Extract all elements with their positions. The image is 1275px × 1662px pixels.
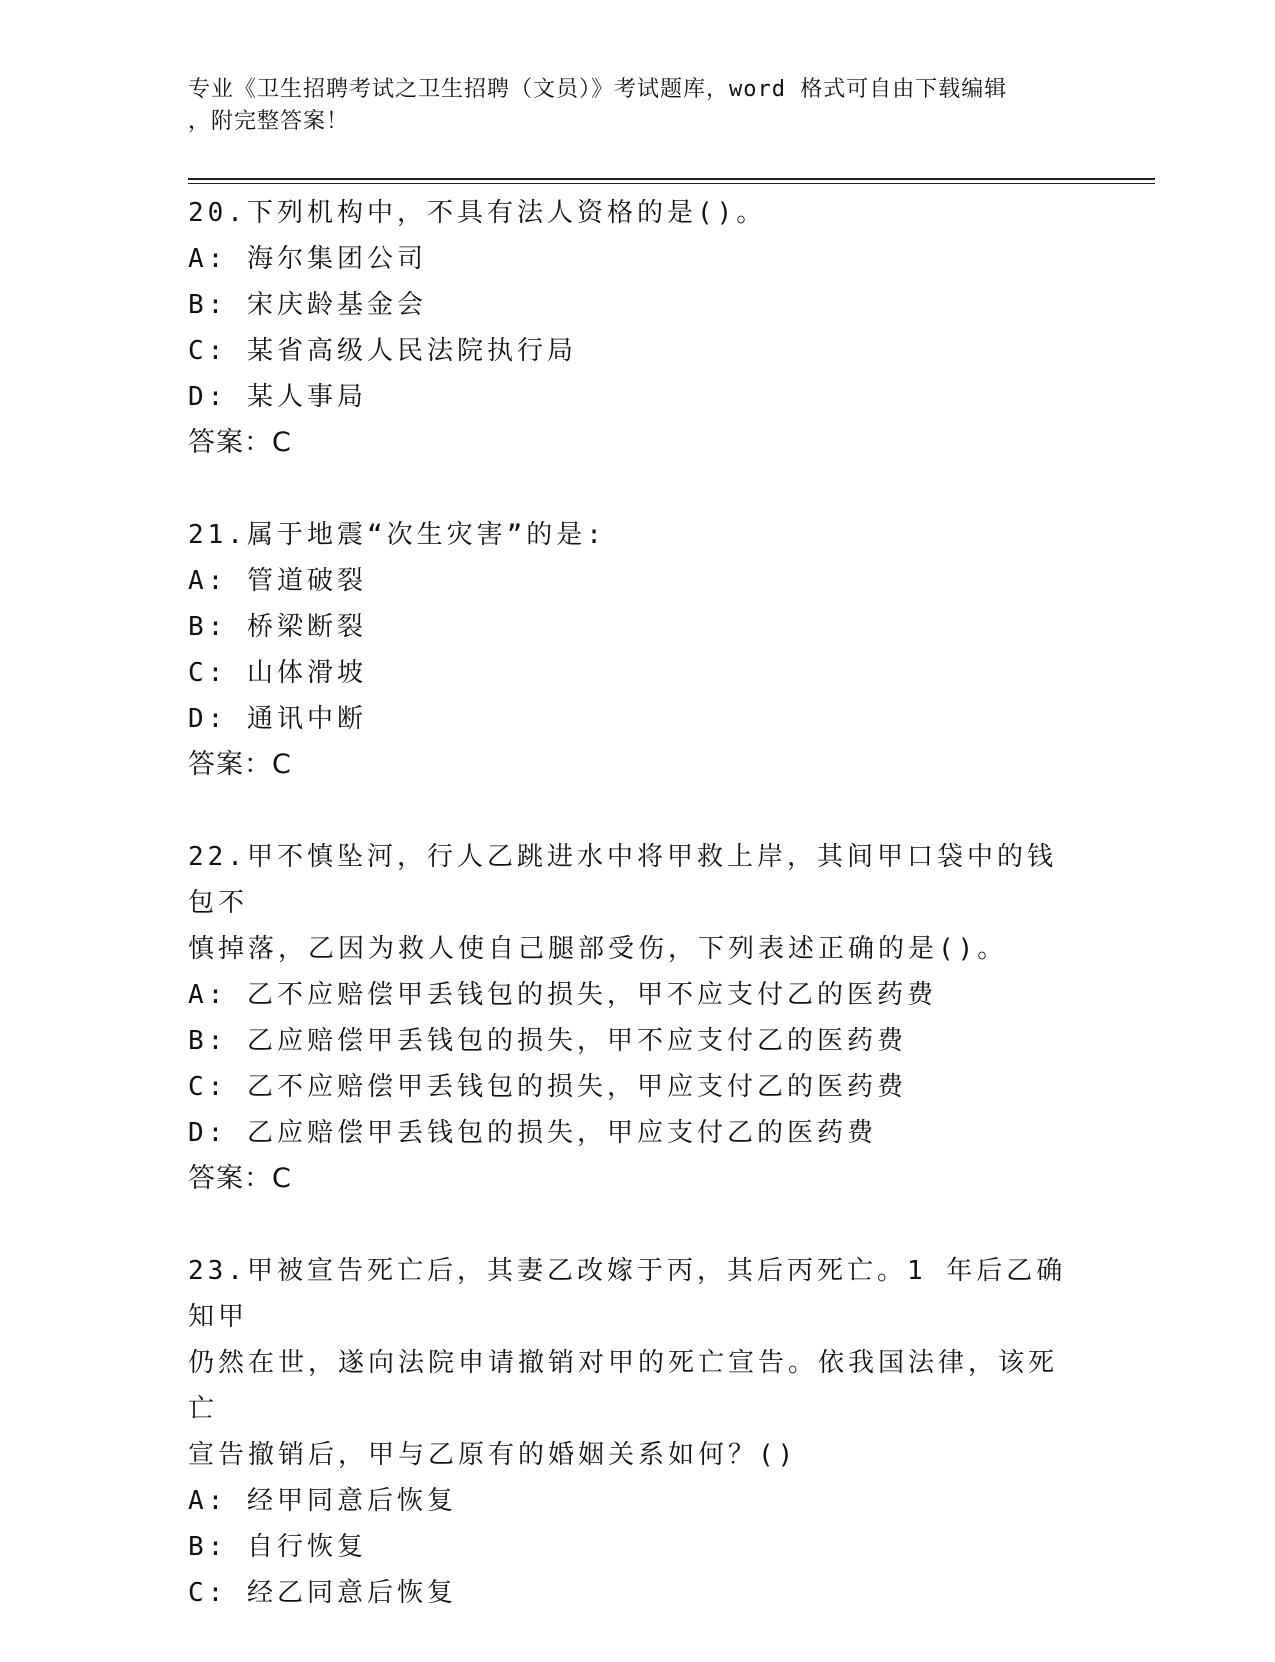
option-d: D: 通讯中断 <box>188 704 367 734</box>
question-stem-line-2: 仍然在世，遂向法院申请撤销对甲的死亡宣告。依我国法律，该死亡 <box>188 1348 1059 1424</box>
option-c: C: 某省高级人民法院执行局 <box>188 336 577 366</box>
option-a: A: 经甲同意后恢复 <box>188 1486 457 1516</box>
document-header <box>188 74 1068 138</box>
question-21 <box>188 512 1088 788</box>
option-c: C: 山体滑坡 <box>188 658 367 688</box>
question-stem-line-1: 22.甲不慎坠河，行人乙跳进水中将甲救上岸，其间甲口袋中的钱包不 <box>188 842 1057 918</box>
option-c: C: 经乙同意后恢复 <box>188 1578 457 1608</box>
question-stem-line-1: 23.甲被宣告死亡后，其妻乙改嫁于丙，其后丙死亡。1 年后乙确知甲 <box>188 1256 1067 1332</box>
question-list <box>188 190 1088 1662</box>
question-20 <box>188 190 1088 466</box>
header-line-1: 专业《卫生招聘考试之卫生招聘（文员）》考试题库，word 格式可自由下载编辑 <box>188 77 1008 102</box>
option-b: B: 自行恢复 <box>188 1532 367 1562</box>
option-b: B: 桥梁断裂 <box>188 612 367 642</box>
option-d: D: 某人事局 <box>188 382 367 412</box>
answer-line: 答案：C <box>188 749 292 780</box>
option-b: B: 乙应赔偿甲丢钱包的损失，甲不应支付乙的医药费 <box>188 1026 907 1056</box>
question-stem: 20.下列机构中，不具有法人资格的是()。 <box>188 198 767 228</box>
option-a: A: 乙不应赔偿甲丢钱包的损失，甲不应支付乙的医药费 <box>188 980 937 1010</box>
header-divider-thin <box>188 183 1155 184</box>
header-divider-thick <box>188 178 1155 180</box>
option-c: C: 乙不应赔偿甲丢钱包的损失，甲应支付乙的医药费 <box>188 1072 907 1102</box>
question-stem-line-2: 慎掉落，乙因为救人使自己腿部受伤，下列表述正确的是()。 <box>188 934 1008 964</box>
question-stem-line-3: 宣告撤销后，甲与乙原有的婚姻关系如何？() <box>188 1440 798 1470</box>
option-a: A: 海尔集团公司 <box>188 244 427 274</box>
answer-line: 答案：C <box>188 427 292 458</box>
option-d: D: 乙应赔偿甲丢钱包的损失，甲应支付乙的医药费 <box>188 1118 877 1148</box>
answer-line: 答案：C <box>188 1163 292 1194</box>
question-stem: 21.属于地震“次生灾害”的是: <box>188 520 606 550</box>
header-line-2: ，附完整答案！ <box>188 109 350 134</box>
option-b: B: 宋庆龄基金会 <box>188 290 427 320</box>
option-a: A: 管道破裂 <box>188 566 367 596</box>
question-22 <box>188 834 1088 1202</box>
question-23 <box>188 1248 1088 1616</box>
